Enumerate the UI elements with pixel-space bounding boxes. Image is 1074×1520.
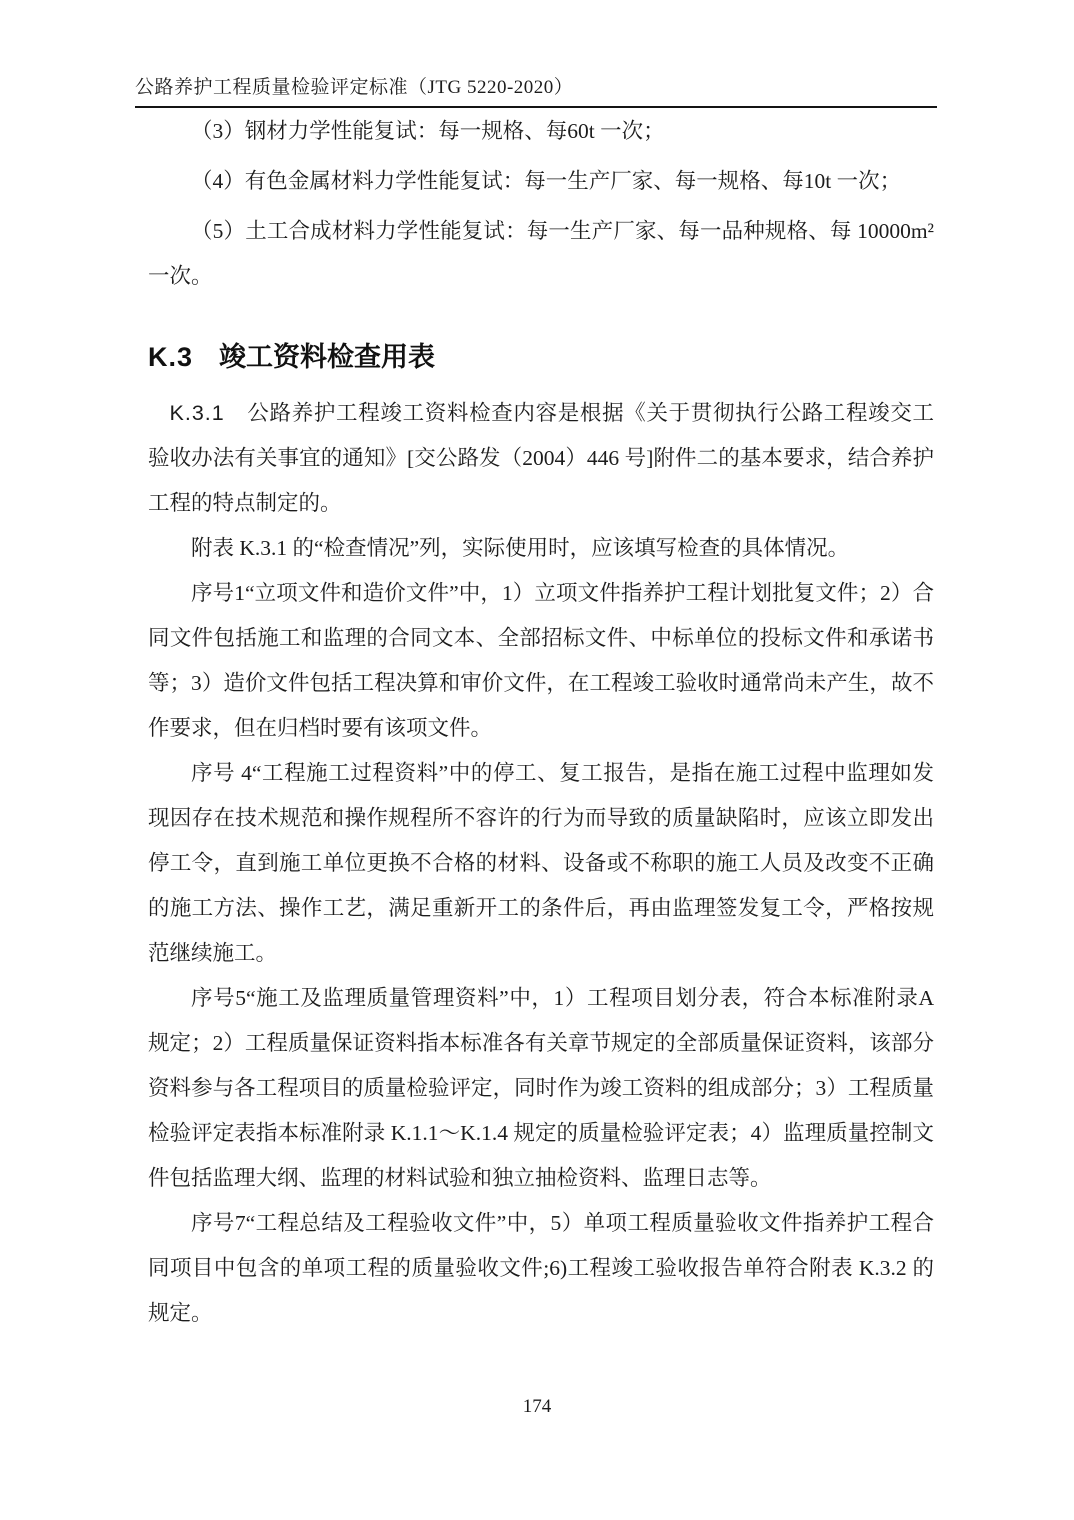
header-rule [135, 106, 937, 108]
section-number: K.3 [148, 342, 194, 372]
list-item-5: （5）土工合成材料力学性能复试：每一生产厂家、每一品种规格、每 10000m² 一次。 [148, 219, 934, 288]
section-heading [148, 339, 934, 375]
section-title: 竣工资料检查用表 [219, 342, 436, 372]
clause-paragraph [148, 391, 934, 526]
running-header [135, 72, 937, 108]
list-item-3: （3）钢材力学性能复试：每一规格、每60t 一次； [191, 119, 665, 143]
clause-number: K.3.1 [169, 401, 225, 425]
page-body [148, 109, 934, 1336]
body-paragraph-seq4: 序号 4“工程施工过程资料”中的停工、复工报告，是指在施工过程中监理如发现因存在技术规范和操作规程所不容许的行为而导致的质量缺陷时，应该立即发出停工令，直到施工单位更换不合格的材料、设备或不称职的施工人员及改变不正确的施工方法、操作工艺，满足重新开工的条件后，再由监理签发复工令，严格按规范继续施工。 [148, 761, 934, 965]
running-header-title: 公路养护工程质量检验评定标准（JTG 5220-2020） [135, 77, 574, 98]
body-paragraph-note: 附表 K.3.1 的“检查情况”列，实际使用时，应该填写检查的具体情况。 [191, 536, 850, 560]
clause-text: 公路养护工程竣工资料检查内容是根据《关于贯彻执行公路工程竣交工验收办法有关事宜的通知》[交公路发（2004）446 号]附件二的基本要求，结合养护工程的特点制定的。 [148, 401, 934, 515]
list-item-4: （4）有色金属材料力学性能复试：每一生产厂家、每一规格、每10t 一次； [191, 169, 902, 193]
page-number: 174 [522, 1396, 552, 1417]
body-paragraph-seq5: 序号5“施工及监理质量管理资料”中，1）工程项目划分表，符合本标准附录A规定；2）工程质量保证资料指本标准各有关章节规定的全部质量保证资料，该部分资料参与各工程项目的质量检验评定，同时作为竣工资料的组成部分；3）工程质量检验评定表指本标准附录 K.1.1～K.1.4 规定的质量检验评定表；4）监理质量控制文件包括监理大纲、监理的材料试验和独立抽检资料、监理日志等。 [148, 986, 934, 1190]
body-paragraph-seq1: 序号1“立项文件和造价文件”中，1）立项文件指养护工程计划批复文件；2）合同文件包括施工和监理的合同文本、全部招标文件、中标单位的投标文件和承诺书等；3）造价文件包括工程决算和审价文件，在工程竣工验收时通常尚未产生，故不作要求，但在归档时要有该项文件。 [148, 581, 934, 740]
page-footer [0, 1396, 1074, 1418]
body-paragraph-seq7: 序号7“工程总结及工程验收文件”中，5）单项工程质量验收文件指养护工程合同项目中包含的单项工程的质量验收文件;6)工程竣工验收报告单符合附表 K.3.2 的规定。 [148, 1211, 934, 1325]
